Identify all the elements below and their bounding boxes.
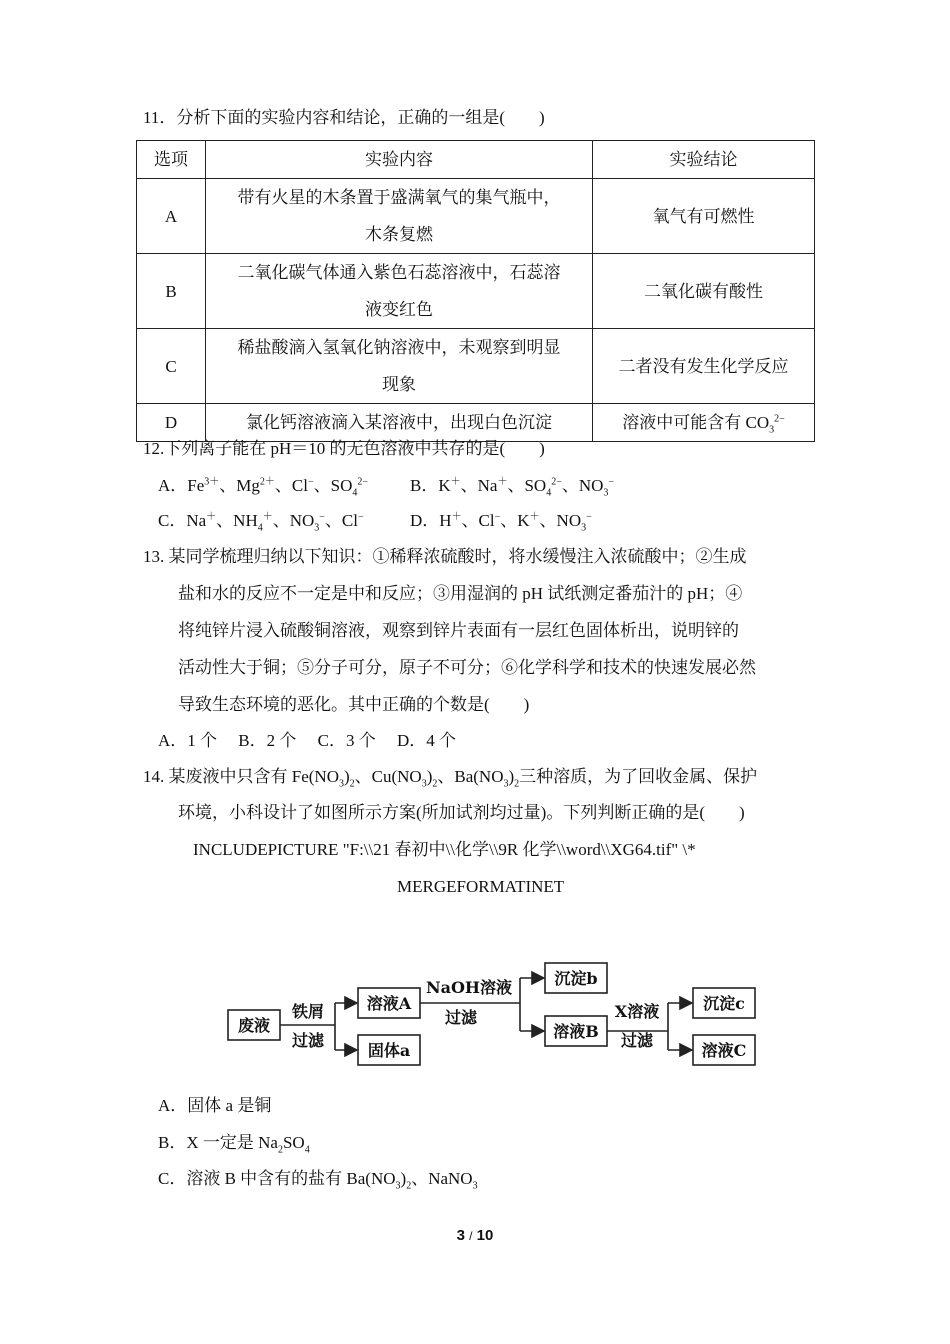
label-solid-a: 固体a [367,1041,411,1060]
header-option: 选项 [137,141,206,179]
content-line: 现象 [382,375,416,394]
content-line: 带有火星的木条置于盛满氧气的集气瓶中， [237,188,561,207]
row-option: A [137,179,206,254]
row-content [206,254,593,329]
row-conclusion: 二者没有发生化学反应 [593,329,815,404]
q12-option-a: A．$Fe^{3+}$、$Mg^{2+}$、Cl−、$SO_4^{2-}$ [158,476,368,499]
superscript: 2− [774,413,785,425]
q12-option-b: B．K＋、Na＋、$SO_4^{2-}$、$NO_3^-$ [410,476,615,499]
content-line: 二氧化碳气体通入紫色石蕊溶液中，石蕊溶 [237,263,561,282]
q13-line: 盐和水的反应不一定是中和反应；③用湿润的 pH 试纸测定番茄汁的 pH；④ [178,584,743,603]
q13-line: 导致生态环境的恶化。其中正确的个数是( ) [178,695,530,714]
header-conclusion: 实验结论 [593,141,815,179]
label-waste: 废液 [237,1016,271,1035]
q13-line: 13. 某同学梳理归纳以下知识：①稀释浓硫酸时，将水缓慢注入浓硫酸中；②生成 [143,547,747,566]
label-step1-bottom: 过滤 [291,1031,325,1050]
table-row [137,404,815,442]
q14-line2: 环境，小科设计了如图所示方案(所加试剂均过量)。下列判断正确的是( ) [178,803,745,822]
q14-option-a: A．固体 a 是铜 [158,1096,272,1115]
label-step2-bottom: 过滤 [444,1008,478,1027]
q14-option-c: C．溶液 B 中含有的盐有 $Ba(NO_3)_2$、NaNO$_3$ [158,1169,478,1192]
q12-option-d: D．H＋、Cl−、K＋、$NO_3^-$ [410,511,592,534]
flow-diagram [220,955,760,1070]
q14-option-b: B．X 一定是 $Na_2SO_4$ [158,1133,310,1156]
row-option: C [137,329,206,404]
table-row [137,179,815,254]
q12-stem: 12.下列离子能在 pH＝10 的无色溶液中共存的是( ) [143,439,545,458]
label-step3-bottom: 过滤 [620,1031,654,1050]
row-option: D [137,404,206,442]
q11-stem: 11．分析下面的实验内容和结论，正确的一组是( ) [143,108,545,127]
content-line: 木条复燃 [365,225,433,244]
page-separator: / [469,1229,473,1243]
table-row [137,329,815,404]
table-header-row [137,141,815,179]
row-content: 氯化钙溶液滴入某溶液中，出现白色沉淀 [206,404,593,442]
row-conclusion: 氧气有可燃性 [593,179,815,254]
field-code-line2: MERGEFORMATINET [397,877,565,896]
row-option: B [137,254,206,329]
field-code-line1: INCLUDEPICTURE "F:\\21 春初中\\化学\\9R 化学\\word\\XG64.tif" \* [193,840,696,859]
label-step3-top: X溶液 [614,1002,660,1021]
label-solution-b: 溶液B [553,1022,599,1041]
subscript: 3 [769,424,775,436]
q12-option-c: C．Na＋、$NH_4^+$、$NO_3^-$、Cl− [158,511,364,534]
q14-line1: 14. 某废液中只含有 $Fe(NO_3)_2$、$Cu(NO_3)_2$、$Ba(NO_3)_2$三种溶质，为了回收金属、保护 [143,767,758,790]
total-pages: 10 [476,1227,494,1244]
label-solution-c: 溶液C [701,1041,747,1060]
label-step1-top: 铁屑 [291,1002,325,1021]
current-page: 3 [456,1227,465,1244]
content-line: 液变红色 [365,300,433,319]
label-precipitate-c: 沉淀c [703,994,745,1013]
q13-line: 将纯锌片浸入硫酸铜溶液，观察到锌片表面有一层红色固体析出，说明锌的 [178,621,739,640]
page-number [0,1227,950,1244]
row-conclusion [593,404,815,442]
q13-line: 活动性大于铜；⑤分子可分，原子不可分；⑥化学科学和技术的快速发展必然 [178,658,756,677]
label-solution-a: 溶液A [366,994,412,1013]
row-content [206,179,593,254]
header-content: 实验内容 [206,141,593,179]
row-content [206,329,593,404]
q13-options: A．1 个 B．2 个 C．3 个 D．4 个 [158,731,456,750]
row-conclusion: 二氧化碳有酸性 [593,254,815,329]
label-precipitate-b: 沉淀b [554,969,598,988]
conclusion-text: 溶液中可能含有 CO [622,413,770,432]
experiment-table [136,140,815,442]
content-line: 稀盐酸滴入氢氧化钠溶液中，未观察到明显 [237,338,561,357]
label-step2-top: NaOH溶液 [425,978,513,997]
table-row [137,254,815,329]
